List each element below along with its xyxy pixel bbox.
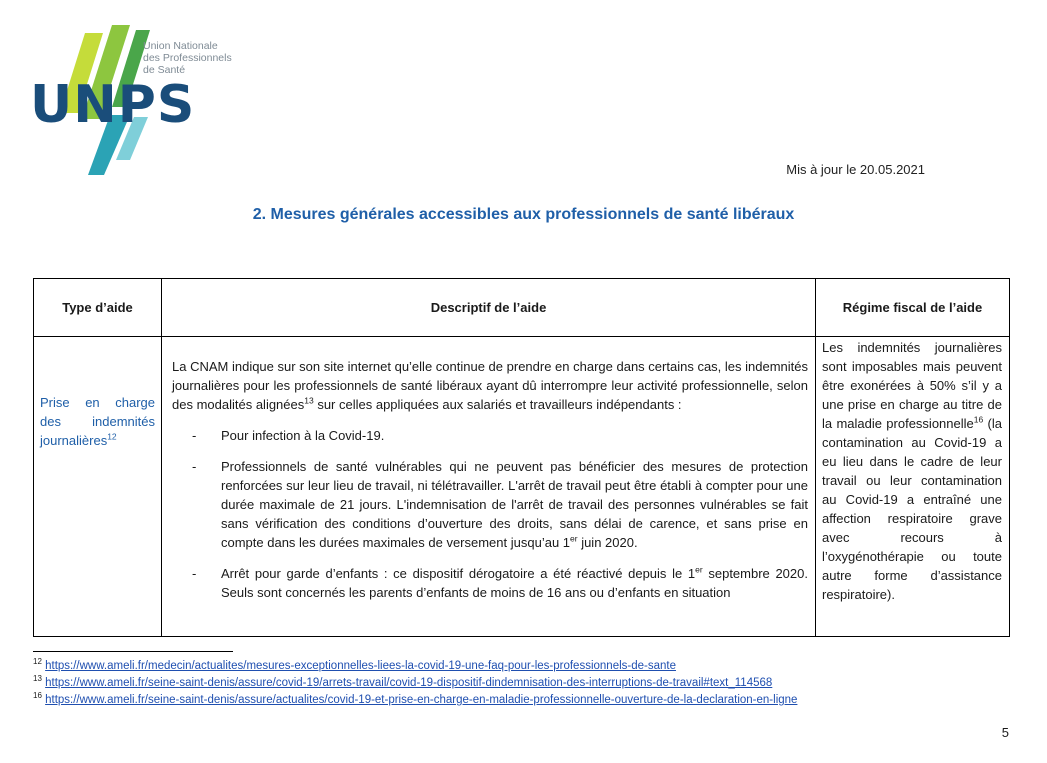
- fiscal-cell: Les indemnités journalières sont imposables mais peuvent être exonérées à 50% s’il y a une prise en charge au titre de la maladie professionnelle$^{16}$ (la contamination au Covid-19 a eu lieu dans le cadre de leur travail ou leur contamination au Covid-19 a entraîné une affection respiratoire grave avec recours à l’oxygénothérapie ou toute autre forme d’assistance respiratoire).: [822, 340, 1002, 602]
- bullet-infection: - Pour infection à la Covid-19.: [192, 428, 385, 443]
- aid-type-cell: Prise en charge des indemnités journalières$^{12}$: [40, 395, 155, 448]
- bullet-vulnerable: - Professionnels de santé vulnérables qui ne peuvent pas bénéficier des mesures de protection renforcées sur leur lieu de travail, ni télétravailler. L'arrêt de travail peut être établi à compter pour une durée maximale de 21 jours. L'indemnisation de l'arrêt de travail des personnes vulnérables se fait sans vérification des conditions d’ouverture des droits, sans délai de carence, et sans prise en compte dans les durées maximales de versement jusqu’au 1er juin 2020.: [192, 459, 808, 550]
- description-intro: La CNAM indique sur son site internet qu’elle continue de prendre en charge dans certains cas, les indemnités journalières pour les professionnels de santé libéraux ayant dû interrompre leur activité professionnelle, selon des modalités alignées$^{13}$ sur celles appliquées aux salariés et travailleurs indépendants :: [172, 359, 808, 412]
- aid-table: [33, 278, 1010, 637]
- footnote-13: $^{13}$ https://www.ameli.fr/seine-saint-denis/assure/covid-19/arrets-travail/covid-19-dispositif-dindemnisation-des-interruptions-de-travail#text_114568: [33, 674, 773, 689]
- footnotes: [33, 658, 797, 709]
- footnote-16: $^{16}$ https://www.ameli.fr/seine-saint-denis/assure/actualites/covid-19-et-prise-en-charge-en-maladie-professionnelle-ouverture-de-la-declaration-en-ligne: [33, 691, 798, 706]
- footnote-ref-12: 12: [107, 431, 117, 442]
- footnote-12: $^{12}$ https://www.ameli.fr/medecin/actualites/mesures-exceptionnelles-liees-la-covid-19-une-faq-pour-les-professionnels-de-sante: [33, 657, 676, 672]
- update-date: Mis à jour le 20.05.2021: [786, 162, 925, 177]
- header-aid-type: Type d’aide: [62, 300, 133, 315]
- footnote-link-16[interactable]: https://www.ameli.fr/seine-saint-denis/assure/actualites/covid-19-et-prise-en-charge-en-maladie-professionnelle-ouverture-de-la-declaration-en-ligne: [45, 694, 798, 706]
- footnote-ref-13: 13: [304, 395, 314, 406]
- header-fiscal: Régime fiscal de l’aide: [842, 300, 983, 315]
- footnote-divider: [33, 651, 233, 652]
- page-number: 5: [1001, 725, 1009, 740]
- footnote-link-13[interactable]: https://www.ameli.fr/seine-saint-denis/assure/covid-19/arrets-travail/covid-19-dispositif-dindemnisation-des-interruptions-de-travail#text_114568: [45, 677, 773, 689]
- footnote-ref-16: 16: [973, 414, 984, 425]
- logo-wordmark: UNPS: [30, 75, 196, 135]
- header-description: Descriptif de l’aide: [430, 300, 547, 315]
- bullet-childcare: - Arrêt pour garde d’enfants : ce dispositif dérogatoire a été réactivé depuis le 1er septembre 2020. Seuls sont concernés les parents d’enfants de moins de 16 ans ou d’enfants en situation: [192, 564, 808, 600]
- org-name: Union Nationale des Professionnels de Santé: [143, 40, 232, 76]
- section-title: 2. Mesures générales accessibles aux professionnels de santé libéraux: [252, 206, 795, 223]
- footnote-link-12[interactable]: https://www.ameli.fr/medecin/actualites/mesures-exceptionnelles-liees-la-covid-19-une-faq-pour-les-professionnels-de-sante: [45, 660, 676, 672]
- description-cell: [172, 357, 808, 602]
